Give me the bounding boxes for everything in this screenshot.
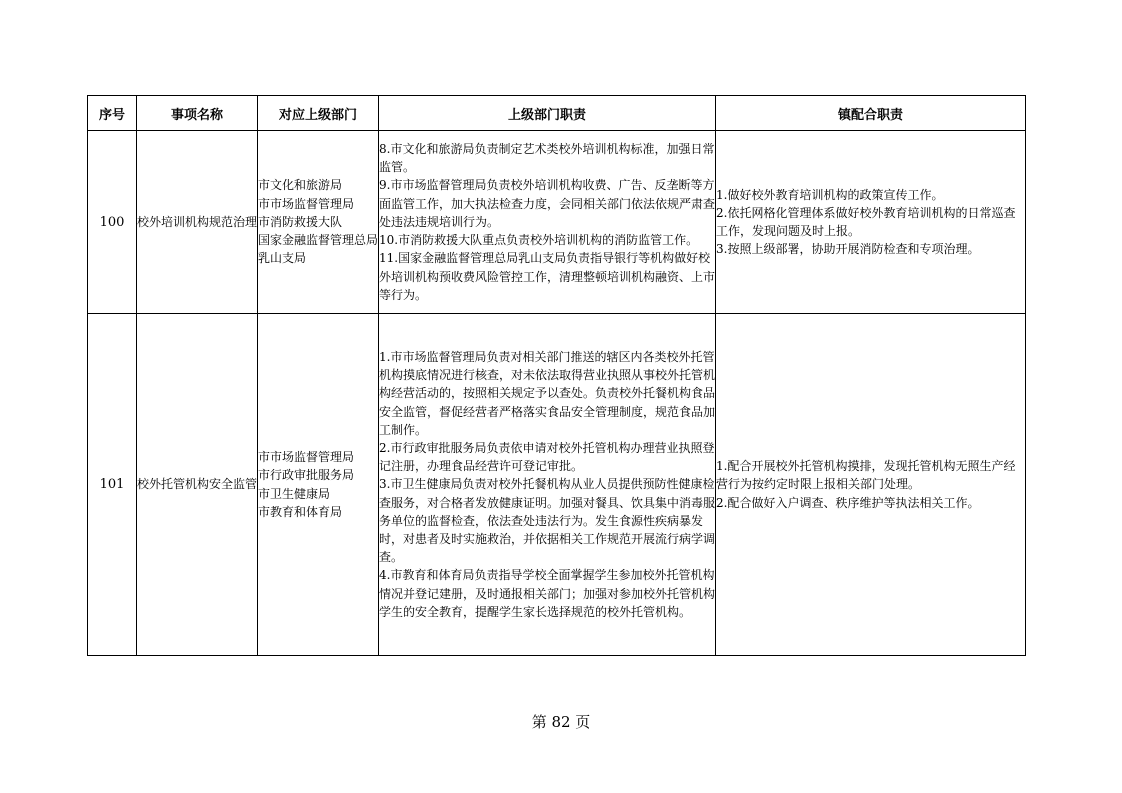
header-item-name: 事项名称 — [137, 96, 258, 131]
text-line: 校外培训机构规范治理 — [137, 214, 258, 229]
page-number: 第 82 页 — [531, 713, 591, 731]
text-line: 市市场监督管理局 — [258, 196, 355, 211]
text-line: 2.市行政审批服务局负责依申请对校外托管机构办理营业执照登记注册，办理食品经营许可登记审批。 — [379, 440, 715, 474]
text-line: 1.市市场监督管理局负责对相关部门推送的辖区内各类校外托管机构摸底情况进行核查，对未依法取得营业执照从事校外托管机构经营活动的，按照相关规定予以查处。负责校外托餐机构食品安全监管，督促经营者严格落实食品安全管理制度，规范食品加工制作。 — [379, 349, 716, 437]
text-line: 校外托管机构安全监管 — [137, 477, 258, 492]
row-item-name — [137, 131, 258, 314]
text-line: 10.市消防救援大队重点负责校外培训机构的消防监管工作。 — [379, 233, 699, 248]
row-department-duties — [379, 314, 716, 656]
table-header-row — [88, 96, 1026, 131]
table-row — [88, 131, 1026, 314]
text-line: 1.配合开展校外托管机构摸排，发现托管机构无照生产经营行为按约定时限上报相关部门处理。 — [716, 459, 1016, 492]
text-line: 3.按照上级部署，协助开展消防检查和专项治理。 — [716, 242, 980, 257]
text-line: 市教育和体育局 — [258, 504, 343, 519]
text-line: 市行政审批服务局 — [258, 468, 355, 483]
text-line: 市文化和旅游局 — [258, 178, 343, 193]
text-line: 8.市文化和旅游局负责制定艺术类校外培训机构标准，加强日常监管。 — [379, 142, 715, 175]
row-number: 101 — [88, 314, 137, 656]
text-line: 2.依托网格化管理体系做好校外教育培训机构的日常巡查工作，发现问题及时上报。 — [716, 205, 1016, 238]
row-town-duties — [716, 314, 1026, 656]
text-line: 市消防救援大队 — [258, 214, 343, 229]
header-department: 对应上级部门 — [258, 96, 379, 131]
text-line: 4.市教育和体育局负责指导学校全面掌握学生参加校外托管机构情况并登记建册，及时通报相关部门；加强对参加校外托管机构学生的安全教育，提醒学生家长选择规范的校外托管机构。 — [379, 568, 716, 619]
row-number: 100 — [88, 131, 137, 314]
row-departments — [258, 131, 379, 314]
table-row — [88, 314, 1026, 656]
text-line: 国家金融监督管理总局乳山支局 — [258, 233, 379, 266]
text-line: 3.市卫生健康局负责对校外托餐机构从业人员提供预防性健康检查服务，对合格者发放健康证明。加强对餐具、饮具集中消毒服务单位的监督检查，依法查处违法行为。发生食源性疾病暴发时，对患者及时实施救治，并依据相关工作规范开展流行病学调查。 — [379, 477, 716, 565]
row-town-duties — [716, 131, 1026, 314]
text-line: 市市场监督管理局 — [258, 450, 355, 465]
text-line: 2.配合做好入户调查、秩序维护等执法相关工作。 — [716, 495, 980, 510]
header-department-duties: 上级部门职责 — [379, 96, 716, 131]
row-department-duties — [379, 131, 716, 314]
row-item-name — [137, 314, 258, 656]
text-line: 1.做好校外教育培训机构的政策宣传工作。 — [716, 187, 944, 202]
responsibility-table — [87, 95, 1026, 656]
row-departments — [258, 314, 379, 656]
header-town-duties: 镇配合职责 — [716, 96, 1026, 131]
header-number: 序号 — [88, 96, 137, 131]
text-line: 11.国家金融监督管理总局乳山支局负责指导银行等机构做好校外培训机构预收费风险管控工作，清理整顿培训机构融资、上市等行为。 — [379, 251, 716, 302]
text-line: 市卫生健康局 — [258, 486, 331, 501]
text-line: 9.市市场监督管理局负责校外培训机构收费、广告、反垄断等方面监管工作，加大执法检查力度，会同相关部门依法依规严肃查处违法违规培训行为。 — [379, 178, 716, 229]
